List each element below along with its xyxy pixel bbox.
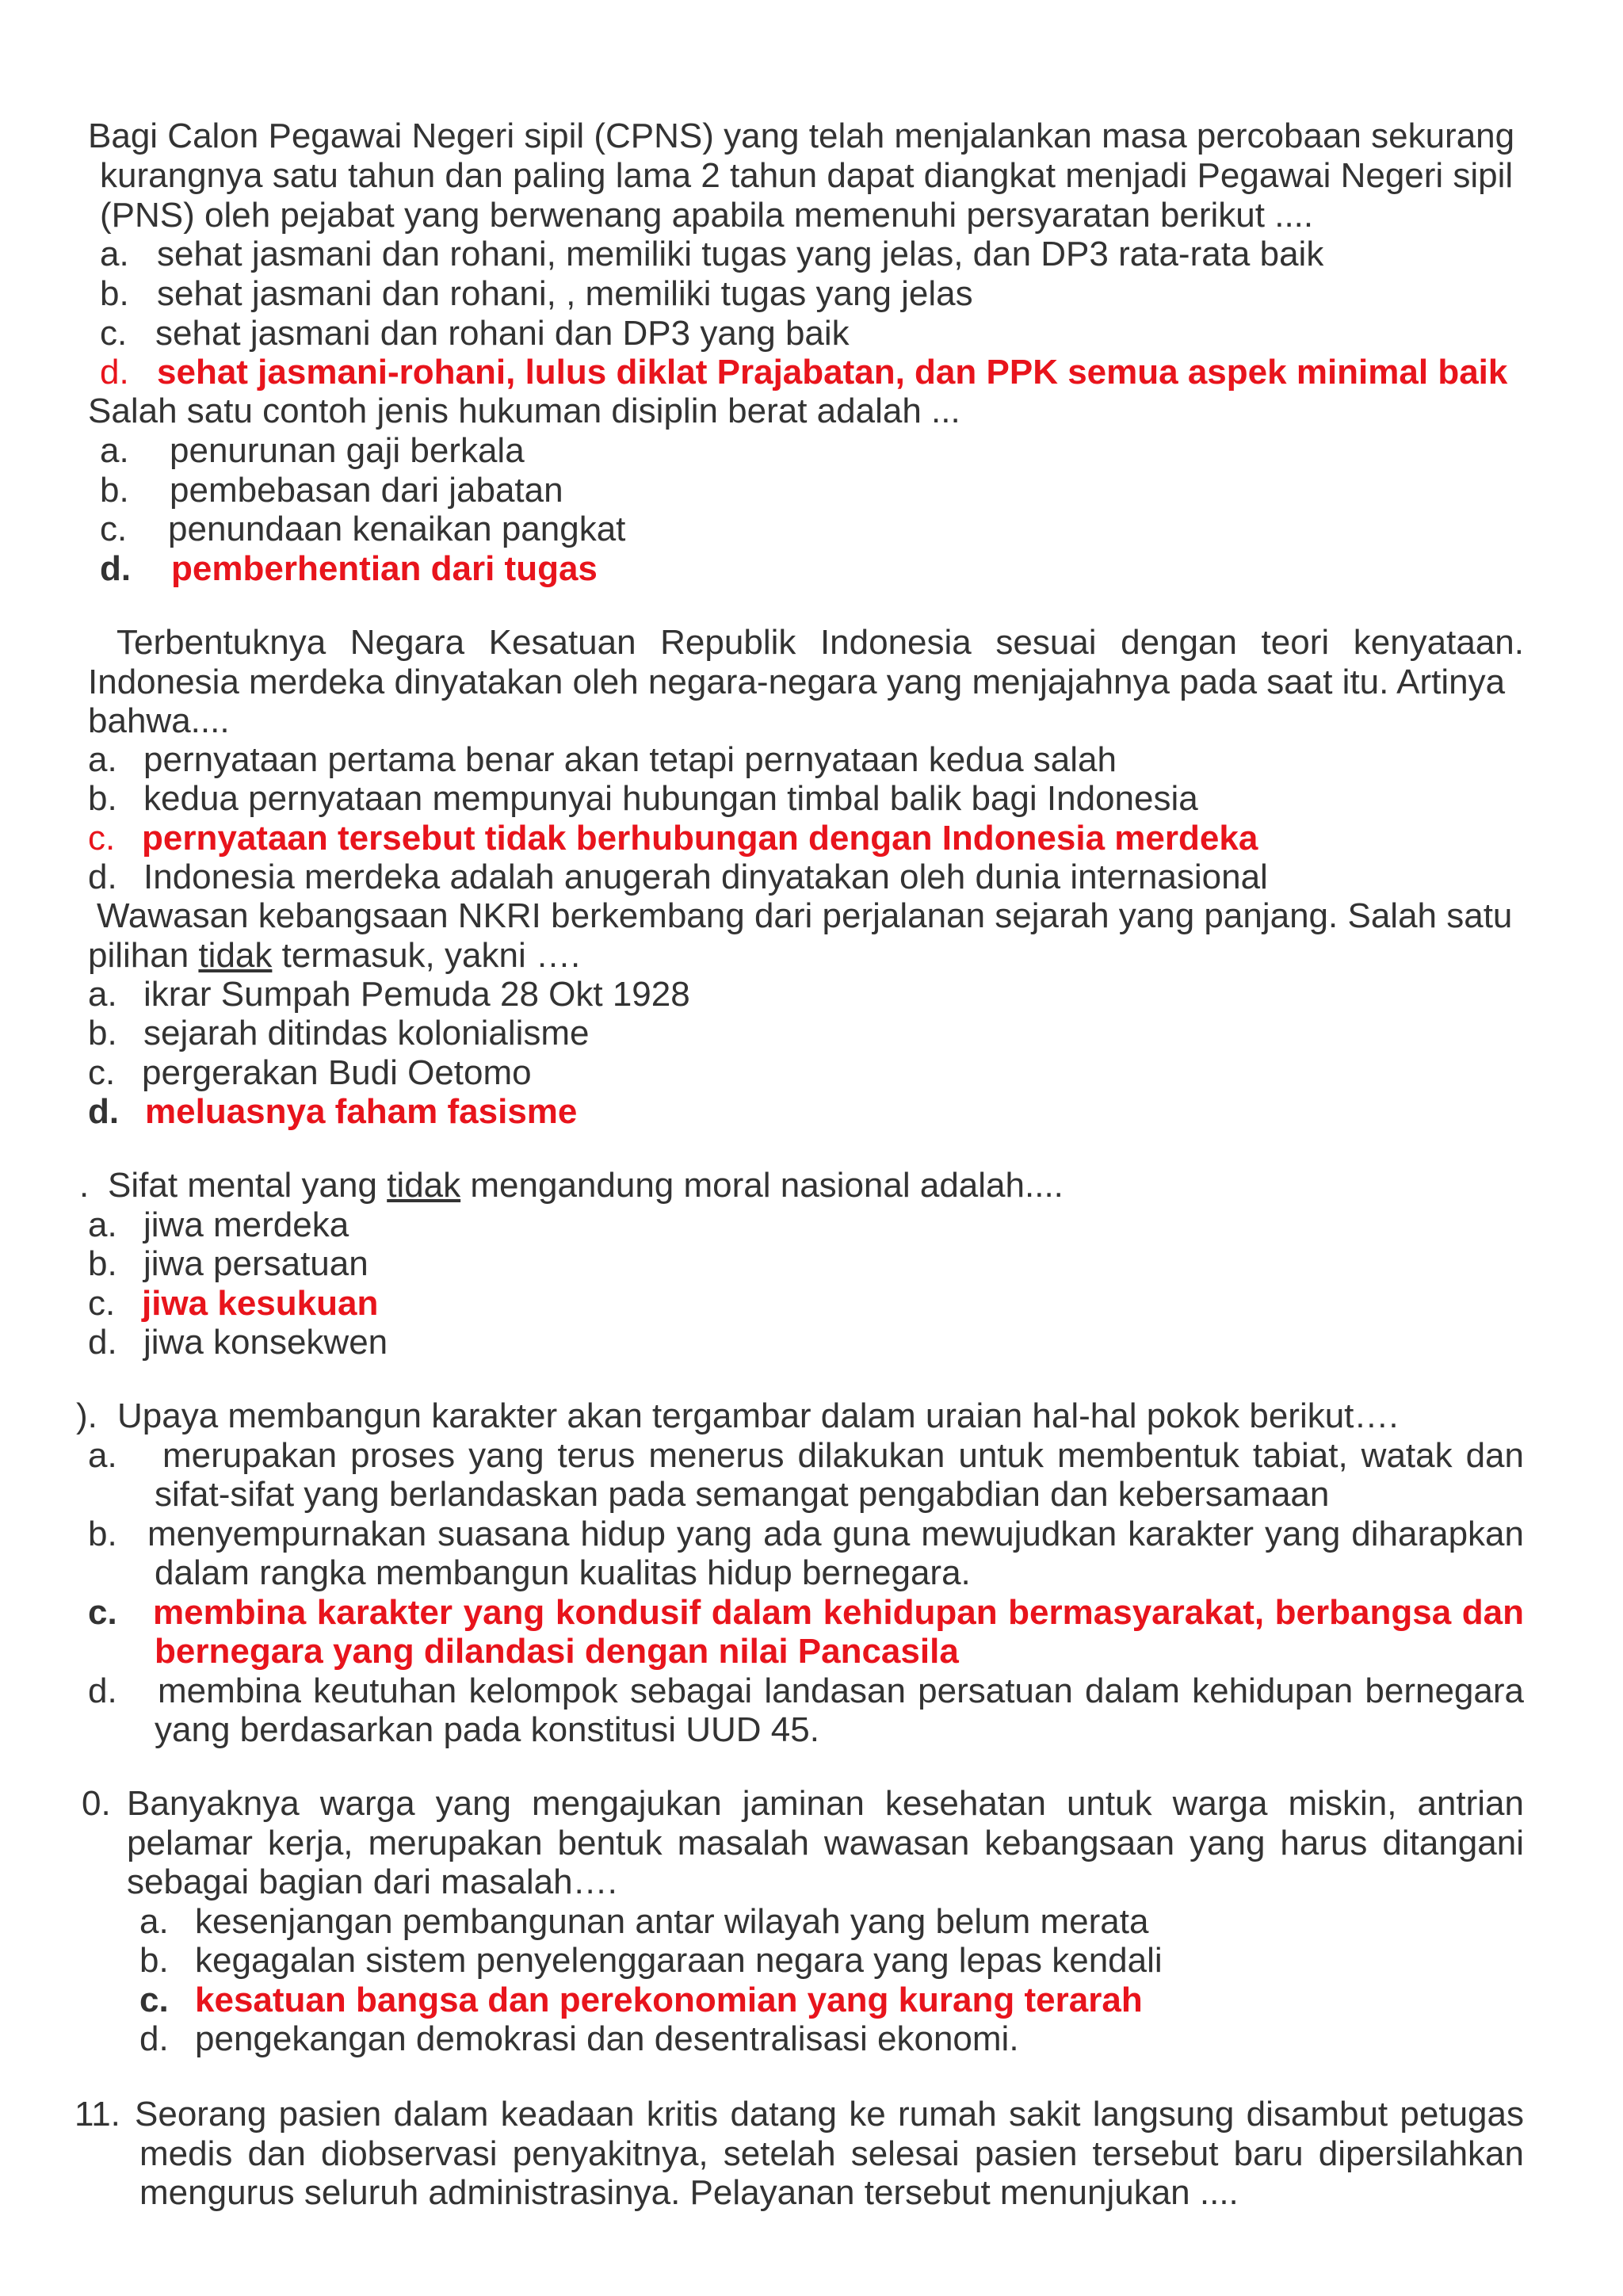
question-number: 0. bbox=[82, 1784, 111, 1823]
option-label: b. bbox=[88, 1014, 117, 1052]
q7-stem-line: Banyaknya warga yang mengajukan jaminan kesehatan untuk warga miskin, antrian bbox=[127, 1784, 1524, 1823]
q5-option-c-correct bbox=[88, 1284, 378, 1324]
q6-stem-text: Upaya membangun karakter akan tergambar dalam uraian hal-hal pokok berikut…. bbox=[117, 1396, 1399, 1435]
option-text: kesenjangan pembangunan antar wilayah yang belum merata bbox=[195, 1902, 1149, 1941]
q1-option-a bbox=[100, 235, 1323, 274]
option-text: kedua pernyataan mempunyai hubungan timbal balik bagi Indonesia bbox=[143, 779, 1198, 818]
option-text: pernyataan tersebut tidak berhubungan dengan Indonesia merdeka bbox=[142, 819, 1258, 858]
option-label: c. bbox=[88, 819, 116, 858]
q2-option-b bbox=[100, 471, 563, 510]
q5-stem-underlined: tidak bbox=[387, 1166, 461, 1205]
q8-stem-line: mengurus seluruh administrasinya. Pelayanan tersebut menunjukan .... bbox=[139, 2173, 1239, 2212]
q7-option-c-correct bbox=[139, 1981, 1143, 2020]
q4-option-c bbox=[88, 1053, 532, 1093]
q4-stem-underlined: tidak bbox=[198, 936, 273, 975]
q2-option-c bbox=[100, 510, 625, 549]
option-text: pemberhentian dari tugas bbox=[171, 549, 598, 588]
q5-option-a bbox=[88, 1205, 349, 1245]
q4-stem-text: termasuk, yakni …. bbox=[272, 936, 581, 975]
option-label: d. bbox=[139, 2019, 169, 2058]
option-text: sehat jasmani dan rohani dan DP3 yang baik bbox=[155, 314, 850, 353]
q6-option-d-label: d. bbox=[88, 1671, 117, 1710]
option-label: a. bbox=[88, 975, 117, 1014]
q6-option-a-label: a. bbox=[88, 1436, 117, 1475]
q7-option-a bbox=[139, 1902, 1148, 1942]
q7-option-b bbox=[139, 1941, 1163, 1981]
q4-option-b bbox=[88, 1014, 590, 1053]
q2-stem-line: Salah satu contoh jenis hukuman disiplin berat adalah ... bbox=[88, 392, 960, 430]
option-text: pembebasan dari jabatan bbox=[170, 471, 563, 510]
option-text: pergerakan Budi Oetomo bbox=[142, 1053, 532, 1092]
option-text: meluasnya faham fasisme bbox=[145, 1092, 578, 1131]
option-label: c. bbox=[88, 1284, 116, 1323]
q4-option-d-correct bbox=[88, 1092, 577, 1132]
option-label: d. bbox=[100, 353, 129, 392]
q6-option-b-text: dalam rangka membangun kualitas hidup bernegara. bbox=[155, 1553, 971, 1592]
q6-option-a-text: merupakan proses yang terus menerus dilakukan untuk membentuk tabiat, watak dan bbox=[162, 1436, 1524, 1475]
q5-option-d bbox=[88, 1323, 388, 1362]
option-text: jiwa konsekwen bbox=[143, 1323, 388, 1362]
q4-option-a bbox=[88, 975, 690, 1014]
option-text: jiwa persatuan bbox=[143, 1244, 369, 1283]
option-label: d. bbox=[100, 549, 132, 588]
q7-stem-line: pelamar kerja, merupakan bentuk masalah wawasan kebangsaan yang harus ditangani bbox=[127, 1824, 1524, 1862]
q3-option-a bbox=[88, 740, 1117, 780]
q1-stem-line: (PNS) oleh pejabat yang berwenang apabila memenuhi persyaratan berikut .... bbox=[100, 196, 1314, 235]
q3-option-b bbox=[88, 779, 1198, 819]
q7-stem-line: sebagai bagian dari masalah…. bbox=[127, 1862, 617, 1901]
q2-option-d-correct bbox=[100, 549, 598, 589]
q5-option-b bbox=[88, 1244, 369, 1284]
option-label: a. bbox=[100, 235, 129, 273]
question-number: ). bbox=[76, 1396, 97, 1435]
q5-stem-line bbox=[79, 1166, 1064, 1205]
q1-stem-line: kurangnya satu tahun dan paling lama 2 tahun dapat diangkat menjadi Pegawai Negeri sipil bbox=[100, 156, 1514, 195]
option-label: c. bbox=[100, 314, 128, 353]
option-label: b. bbox=[100, 274, 129, 313]
option-text: sehat jasmani dan rohani, memiliki tugas yang jelas, dan DP3 rata-rata baik bbox=[157, 235, 1324, 273]
option-text: penurunan gaji berkala bbox=[170, 431, 525, 470]
option-text: jiwa kesukuan bbox=[142, 1284, 379, 1323]
option-label: b. bbox=[88, 1244, 117, 1283]
option-text: jiwa merdeka bbox=[143, 1205, 349, 1244]
q6-option-d-text: yang berdasarkan pada konstitusi UUD 45. bbox=[155, 1710, 819, 1749]
q4-stem-line bbox=[88, 936, 580, 976]
q3-option-c-correct bbox=[88, 819, 1258, 858]
option-label: a. bbox=[139, 1902, 169, 1941]
option-label: c. bbox=[100, 510, 128, 548]
option-label: c. bbox=[139, 1981, 169, 2019]
q6-option-c-label: c. bbox=[88, 1593, 117, 1632]
option-text: ikrar Sumpah Pemuda 28 Okt 1928 bbox=[143, 975, 690, 1014]
question-number: 11. bbox=[74, 2095, 120, 2134]
q3-stem-line: bahwa.... bbox=[88, 701, 230, 740]
q1-option-b bbox=[100, 274, 973, 314]
option-text: penundaan kenaikan pangkat bbox=[168, 510, 626, 548]
q7-option-d bbox=[139, 2019, 1019, 2059]
q5-stem-text: mengandung moral nasional adalah.... bbox=[460, 1166, 1064, 1205]
question-number: . bbox=[79, 1166, 90, 1205]
option-label: d. bbox=[88, 1323, 117, 1362]
q4-stem-text: pilihan bbox=[88, 936, 199, 975]
q1-option-d-correct bbox=[100, 353, 1507, 392]
q1-stem-line: Bagi Calon Pegawai Negeri sipil (CPNS) yang telah menjalankan masa percobaan sekurang bbox=[88, 117, 1515, 155]
q8-stem-line: Seorang pasien dalam keadaan kritis datang ke rumah sakit langsung disambut petugas bbox=[135, 2095, 1524, 2134]
q6-option-b-text: menyempurnakan suasana hidup yang ada guna mewujudkan karakter yang diharapkan bbox=[147, 1515, 1524, 1553]
q6-option-c-correct-text: membina karakter yang kondusif dalam kehidupan bermasyarakat, berbangsa dan bbox=[153, 1593, 1524, 1632]
q6-option-d-text: membina keutuhan kelompok sebagai landasan persatuan dalam kehidupan bernegara bbox=[158, 1671, 1524, 1710]
option-label: b. bbox=[88, 779, 117, 818]
q5-stem-text: Sifat mental yang bbox=[108, 1166, 388, 1205]
option-text: pengekangan demokrasi dan desentralisasi ekonomi. bbox=[195, 2019, 1019, 2058]
q2-option-a bbox=[100, 431, 525, 471]
option-text: sehat jasmani dan rohani, , memiliki tugas yang jelas bbox=[157, 274, 973, 313]
option-label: a. bbox=[88, 740, 117, 779]
option-label: c. bbox=[88, 1053, 116, 1092]
option-text: sejarah ditindas kolonialisme bbox=[143, 1014, 590, 1052]
q6-stem-line bbox=[76, 1396, 1399, 1436]
option-label: d. bbox=[88, 858, 117, 896]
option-label: a. bbox=[100, 431, 129, 470]
q6-option-a-text: sifat-sifat yang berlandaskan pada semangat pengabdian dan kebersamaan bbox=[155, 1475, 1330, 1514]
option-label: d. bbox=[88, 1092, 120, 1131]
option-text: kesatuan bangsa dan perekonomian yang kurang terarah bbox=[195, 1981, 1143, 2019]
option-label: b. bbox=[100, 471, 129, 510]
q1-option-c bbox=[100, 314, 850, 353]
q3-stem-line: Indonesia merdeka dinyatakan oleh negara-negara yang menjajahnya pada saat itu. Artinya bbox=[88, 663, 1506, 701]
q6-option-b-label: b. bbox=[88, 1515, 117, 1553]
option-text: pernyataan pertama benar akan tetapi pernyataan kedua salah bbox=[143, 740, 1117, 779]
q4-stem-line: Wawasan kebangsaan NKRI berkembang dari perjalanan sejarah yang panjang. Salah satu bbox=[97, 896, 1513, 935]
option-text: kegagalan sistem penyelenggaraan negara yang lepas kendali bbox=[195, 1941, 1163, 1980]
option-label: b. bbox=[139, 1941, 169, 1980]
q6-option-c-correct-text: bernegara yang dilandasi dengan nilai Pancasila bbox=[155, 1632, 959, 1671]
q3-stem-line: Terbentuknya Negara Kesatuan Republik Indonesia sesuai dengan teori kenyataan. bbox=[116, 623, 1524, 662]
q8-stem-line: medis dan diobservasi penyakitnya, setelah selesai pasien tersebut baru dipersilahkan bbox=[139, 2134, 1524, 2173]
option-text: sehat jasmani-rohani, lulus diklat Prajabatan, dan PPK semua aspek minimal baik bbox=[157, 353, 1508, 392]
option-label: a. bbox=[88, 1205, 117, 1244]
option-text: Indonesia merdeka adalah anugerah dinyatakan oleh dunia internasional bbox=[143, 858, 1268, 896]
q3-option-d bbox=[88, 858, 1268, 897]
